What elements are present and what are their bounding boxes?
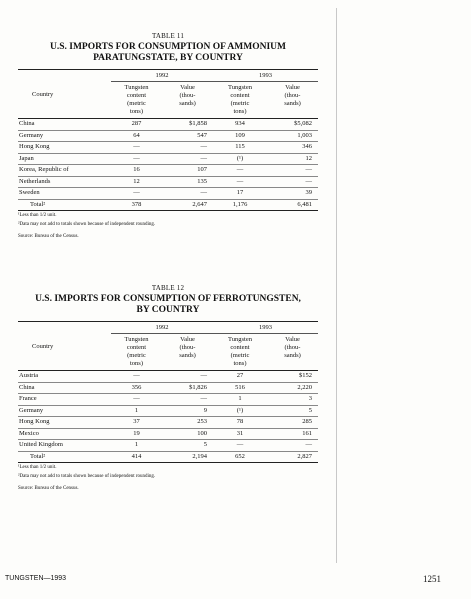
col-value-header-1993 xyxy=(267,82,318,119)
table-title xyxy=(26,42,310,64)
value-1992-cell: — xyxy=(162,371,213,383)
table-number: TABLE 12 xyxy=(151,284,185,292)
table-title-line-1: U.S. IMPORTS FOR CONSUMPTION OF FERROTUNGSTEN, xyxy=(35,294,301,304)
value-1992-cell: 107 xyxy=(162,165,213,177)
tungsten-1992-cell: — xyxy=(111,142,162,154)
col-tungsten-header-1993 xyxy=(213,334,267,371)
value-1993-cell: $152 xyxy=(267,371,318,383)
col-tungsten-line: tons) xyxy=(130,108,143,115)
total-tungsten-1992: 414 xyxy=(111,451,162,463)
value-1992-cell: 135 xyxy=(162,176,213,188)
table-row xyxy=(18,153,318,165)
data-table xyxy=(18,321,318,463)
tungsten-1992-cell: 12 xyxy=(111,176,162,188)
tungsten-1993-cell: 31 xyxy=(213,428,267,440)
table-row xyxy=(18,142,318,154)
country-header: Country xyxy=(18,322,111,371)
table-row xyxy=(18,440,318,452)
table-row xyxy=(18,394,318,406)
col-tungsten-line: (metric xyxy=(230,352,250,359)
year-1992-header: 1992 xyxy=(111,322,213,334)
col-value-line: Value xyxy=(285,84,300,91)
total-value-1993: 6,481 xyxy=(267,199,318,211)
col-tungsten-line: Tungsten xyxy=(228,84,252,91)
year-1993-header: 1993 xyxy=(213,70,318,82)
footnote-1: ¹Less than 1/2 unit. xyxy=(18,465,57,470)
tungsten-1993-cell: (¹) xyxy=(213,405,267,417)
country-cell: Germany xyxy=(18,130,111,142)
col-value-line: Value xyxy=(285,336,300,343)
value-1992-cell: — xyxy=(162,394,213,406)
total-row xyxy=(18,451,318,463)
col-tungsten-header-1993 xyxy=(213,82,267,119)
tungsten-1992-cell: 356 xyxy=(111,382,162,394)
total-tungsten-1992: 378 xyxy=(111,199,162,211)
col-value-line: Value xyxy=(180,336,195,343)
value-1992-cell: 253 xyxy=(162,417,213,429)
tungsten-1993-cell: 78 xyxy=(213,417,267,429)
value-1992-cell: 5 xyxy=(162,440,213,452)
value-1993-cell: 5 xyxy=(267,405,318,417)
footnote-2: ²Data may not add to totals shown because of independent rounding. xyxy=(18,221,156,227)
col-value-header-1992 xyxy=(162,334,213,371)
value-1993-cell: — xyxy=(267,176,318,188)
col-tungsten-line: (metric xyxy=(230,100,250,107)
table-row xyxy=(18,119,318,131)
col-tungsten-line: Tungsten xyxy=(228,336,252,343)
column-divider xyxy=(336,8,337,563)
table-number: TABLE 11 xyxy=(151,32,185,40)
col-tungsten-line: content xyxy=(230,344,250,351)
tungsten-1993-cell: 109 xyxy=(213,130,267,142)
footnote-1: ¹Less than 1/2 unit. xyxy=(18,213,57,218)
country-cell: Mexico xyxy=(18,428,111,440)
col-tungsten-line: tons) xyxy=(233,108,247,115)
data-table xyxy=(18,69,318,211)
tungsten-1993-cell: 27 xyxy=(213,371,267,383)
col-tungsten-line: Tungsten xyxy=(124,336,149,343)
table-title xyxy=(26,294,310,316)
country-cell: United Kingdom xyxy=(18,440,111,452)
country-cell: Sweden xyxy=(18,188,111,200)
value-1992-cell: 547 xyxy=(162,130,213,142)
country-cell: Austria xyxy=(18,371,111,383)
col-tungsten-header-1992 xyxy=(111,334,162,371)
tungsten-1993-cell: — xyxy=(213,176,267,188)
tungsten-1992-cell: 1 xyxy=(111,405,162,417)
col-tungsten-line: (metric xyxy=(127,352,146,359)
table-row xyxy=(18,176,318,188)
col-value-line: (thou- xyxy=(179,92,196,99)
country-cell: France xyxy=(18,394,111,406)
total-value-1992: 2,647 xyxy=(162,199,213,211)
value-1993-cell: 1,003 xyxy=(267,130,318,142)
table-row xyxy=(18,188,318,200)
tungsten-1992-cell: — xyxy=(111,153,162,165)
tungsten-1992-cell: — xyxy=(111,371,162,383)
tungsten-1992-cell: — xyxy=(111,188,162,200)
col-value-line: sands) xyxy=(179,100,196,107)
table-row xyxy=(18,417,318,429)
value-1993-cell: 3 xyxy=(267,394,318,406)
col-value-line: (thou- xyxy=(284,92,301,99)
total-value-1992: 2,194 xyxy=(162,451,213,463)
country-header: Country xyxy=(18,70,111,119)
total-label: Total² xyxy=(18,199,111,211)
table-row xyxy=(18,428,318,440)
table-row xyxy=(18,382,318,394)
tungsten-1992-cell: 64 xyxy=(111,130,162,142)
col-value-line: sands) xyxy=(179,352,196,359)
tungsten-1992-cell: 16 xyxy=(111,165,162,177)
value-1992-cell: — xyxy=(162,142,213,154)
col-tungsten-line: tons) xyxy=(130,360,143,367)
table-row xyxy=(18,371,318,383)
value-1993-cell: 12 xyxy=(267,153,318,165)
col-value-line: sands) xyxy=(284,100,301,107)
table-12-block xyxy=(18,284,318,491)
value-1992-cell: — xyxy=(162,153,213,165)
total-value-1993: 2,827 xyxy=(267,451,318,463)
tungsten-1993-cell: — xyxy=(213,440,267,452)
country-cell: Korea, Republic of xyxy=(18,165,111,177)
tungsten-1992-cell: — xyxy=(111,394,162,406)
value-1992-cell: $1,858 xyxy=(162,119,213,131)
country-cell: Netherlands xyxy=(18,176,111,188)
value-1993-cell: 2,220 xyxy=(267,382,318,394)
value-1992-cell: 9 xyxy=(162,405,213,417)
table-title-line-1: U.S. IMPORTS FOR CONSUMPTION OF AMMONIUM xyxy=(49,42,286,52)
year-1993-header: 1993 xyxy=(213,322,318,334)
col-tungsten-line: tons) xyxy=(233,360,247,367)
tungsten-1993-cell: (¹) xyxy=(213,153,267,165)
value-1993-cell: 39 xyxy=(267,188,318,200)
table-row xyxy=(18,405,318,417)
year-1992-header: 1992 xyxy=(111,70,213,82)
table-11-block xyxy=(18,32,318,239)
tungsten-1992-cell: 19 xyxy=(111,428,162,440)
col-value-line: sands) xyxy=(284,352,301,359)
col-tungsten-line: content xyxy=(126,92,147,99)
table-row xyxy=(18,130,318,142)
footnote-2: ²Data may not add to totals shown because of independent rounding. xyxy=(18,473,156,479)
total-tungsten-1993: 1,176 xyxy=(213,199,267,211)
total-row xyxy=(18,199,318,211)
source-note: Source: Bureau of the Census. xyxy=(18,234,79,239)
value-1992-cell: $1,826 xyxy=(162,382,213,394)
country-cell: China xyxy=(18,119,111,131)
tungsten-1993-cell: 1 xyxy=(213,394,267,406)
col-value-header-1993 xyxy=(267,334,318,371)
source-note: Source: Bureau of the Census. xyxy=(18,486,79,491)
country-cell: Hong Kong xyxy=(18,142,111,154)
country-cell: China xyxy=(18,382,111,394)
value-1992-cell: 100 xyxy=(162,428,213,440)
footer-running-title: TUNGSTEN—1993 xyxy=(5,575,67,582)
country-cell: Germany xyxy=(18,405,111,417)
col-tungsten-line: Tungsten xyxy=(124,84,149,91)
value-1993-cell: $5,082 xyxy=(267,119,318,131)
total-tungsten-1993: 652 xyxy=(213,451,267,463)
value-1992-cell: — xyxy=(162,188,213,200)
col-value-line: (thou- xyxy=(179,344,196,351)
col-tungsten-header-1992 xyxy=(111,82,162,119)
tungsten-1993-cell: 17 xyxy=(213,188,267,200)
col-tungsten-line: (metric xyxy=(127,100,146,107)
col-tungsten-line: content xyxy=(126,344,147,351)
value-1993-cell: — xyxy=(267,440,318,452)
value-1993-cell: 161 xyxy=(267,428,318,440)
country-cell: Hong Kong xyxy=(18,417,111,429)
value-1993-cell: — xyxy=(267,165,318,177)
page-number: 1251 xyxy=(423,574,441,584)
value-1993-cell: 346 xyxy=(267,142,318,154)
country-cell: Japan xyxy=(18,153,111,165)
tungsten-1993-cell: 516 xyxy=(213,382,267,394)
table-row xyxy=(18,165,318,177)
table-title-line-2: PARATUNGSTATE, BY COUNTRY xyxy=(93,53,243,63)
total-label: Total² xyxy=(18,451,111,463)
col-tungsten-line: content xyxy=(230,92,250,99)
col-value-header-1992 xyxy=(162,82,213,119)
tungsten-1992-cell: 37 xyxy=(111,417,162,429)
tungsten-1992-cell: 287 xyxy=(111,119,162,131)
tungsten-1993-cell: — xyxy=(213,165,267,177)
value-1993-cell: 285 xyxy=(267,417,318,429)
tungsten-1993-cell: 115 xyxy=(213,142,267,154)
col-value-line: (thou- xyxy=(284,344,301,351)
table-title-line-2: BY COUNTRY xyxy=(136,305,200,315)
tungsten-1992-cell: 1 xyxy=(111,440,162,452)
col-value-line: Value xyxy=(180,84,195,91)
tungsten-1993-cell: 934 xyxy=(213,119,267,131)
